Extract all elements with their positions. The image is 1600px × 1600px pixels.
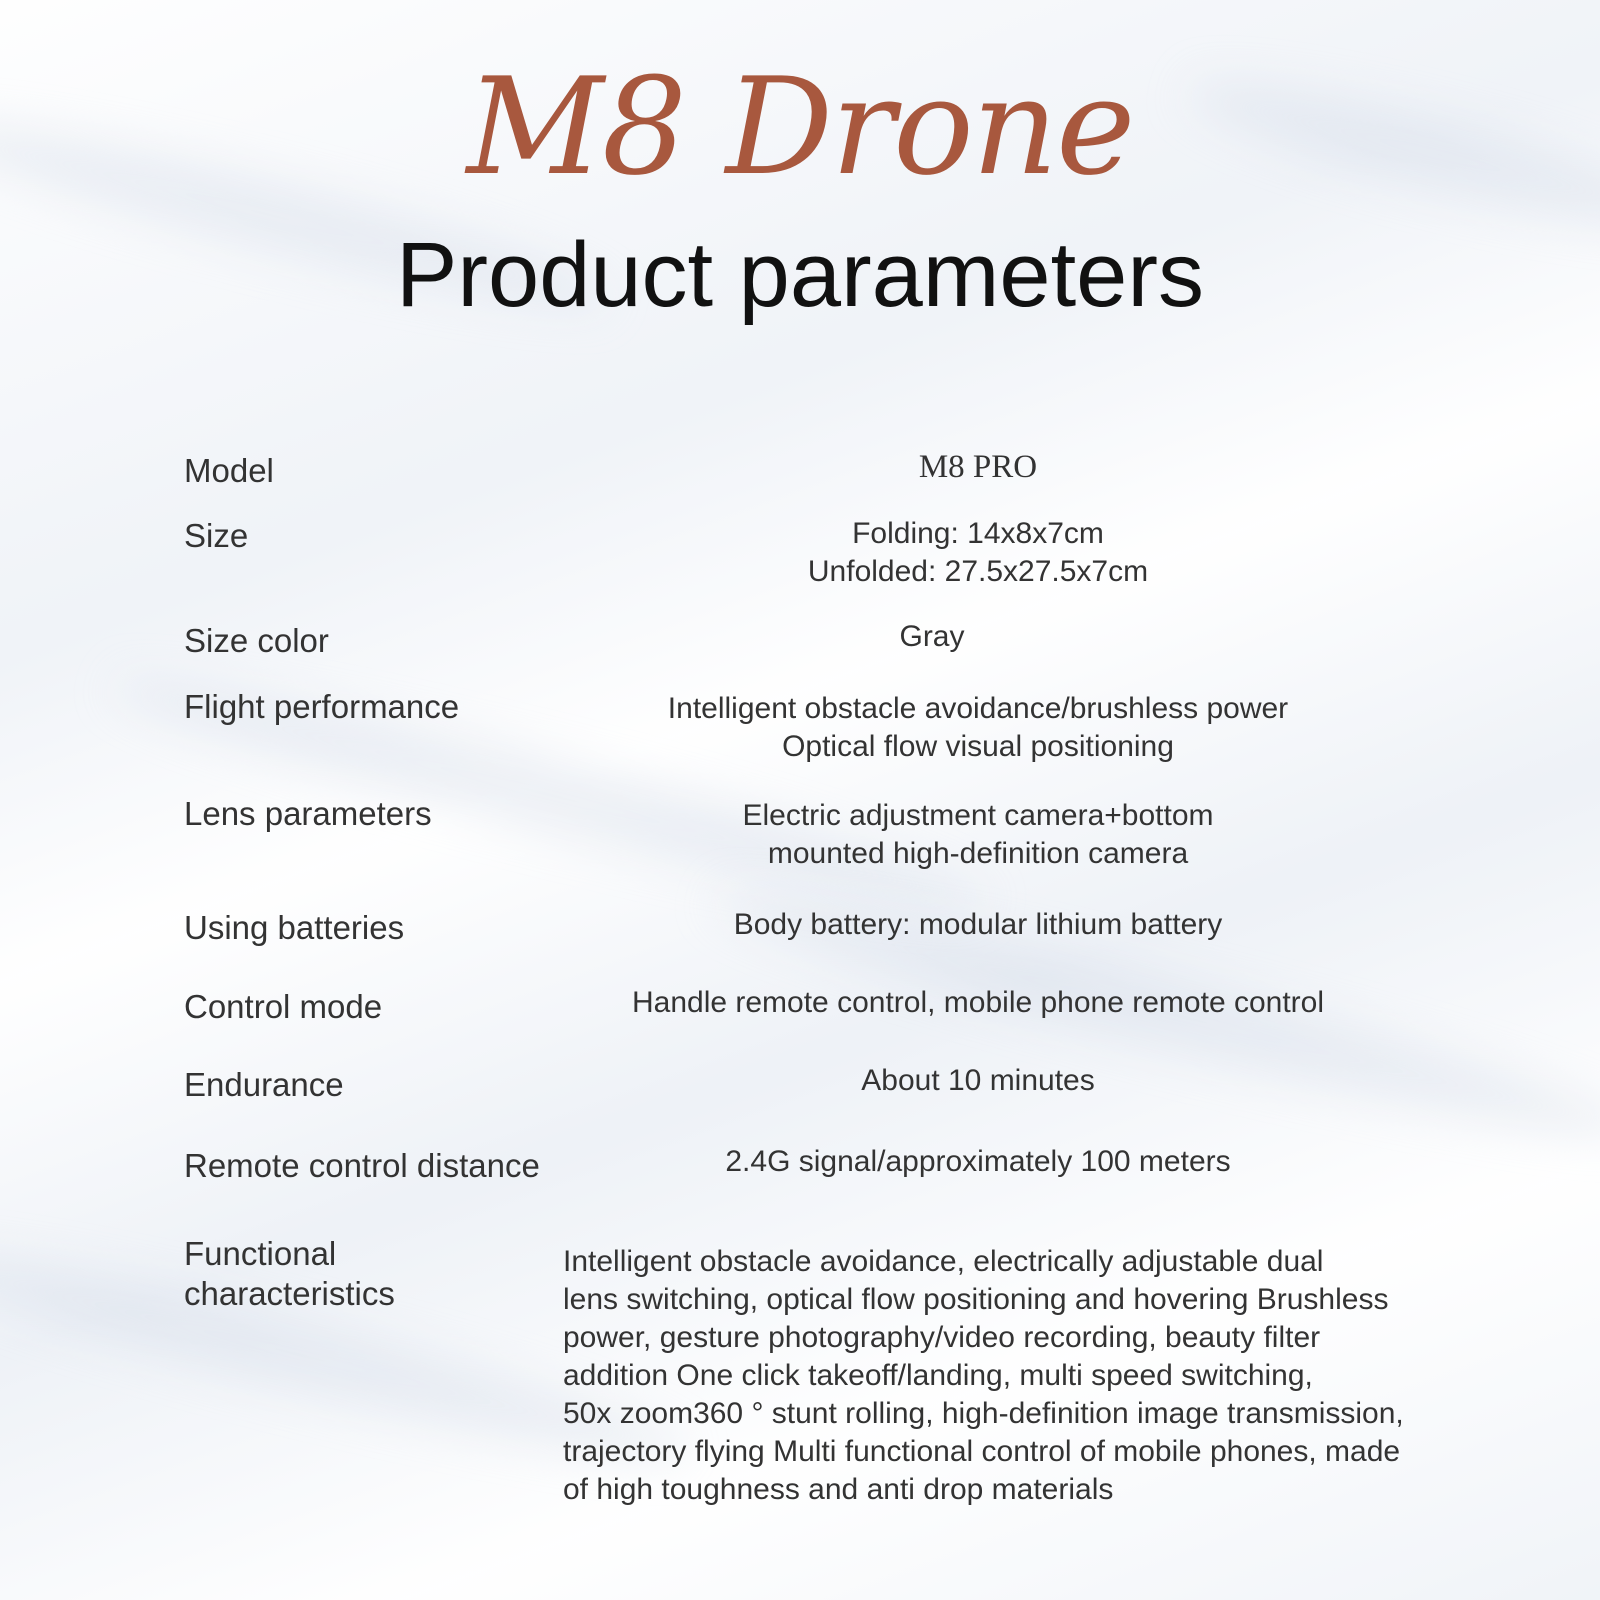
param-label-control: Control mode	[184, 988, 383, 1025]
param-value-control: Handle remote control, mobile phone remote control	[631, 986, 1325, 1019]
param-label-size: Size	[184, 517, 249, 554]
param-value-lens	[618, 797, 1338, 873]
param-value-functional-line: 50x zoom360 ° stunt rolling, high-definition image transmission,	[563, 1397, 1404, 1430]
param-label-functional-line: characteristics	[184, 1275, 395, 1312]
brand-title: M8 Drone	[466, 49, 1134, 205]
param-value-functional-line: trajectory flying Multi functional control of mobile phones, made	[563, 1435, 1401, 1468]
param-value-color: Gray	[899, 620, 965, 653]
param-value-functional-line: addition One click takeoff/landing, multi speed switching,	[563, 1359, 1313, 1392]
param-value-functional	[563, 1243, 1433, 1509]
param-value-size	[618, 515, 1338, 591]
page-title: Product parameters	[396, 224, 1204, 326]
param-value-flight	[618, 690, 1338, 766]
param-label-flight: Flight performance	[184, 688, 460, 725]
param-label-endurance: Endurance	[184, 1066, 344, 1103]
param-value-functional-line: power, gesture photography/video recording, beauty filter	[563, 1321, 1321, 1354]
param-value-size-line: Folding: 14x8x7cm	[852, 517, 1104, 550]
param-value-functional-line: Intelligent obstacle avoidance, electrically adjustable dual	[563, 1245, 1324, 1278]
param-label-model: Model	[184, 452, 274, 489]
param-label-color: Size color	[184, 622, 329, 659]
param-value-size-line: Unfolded: 27.5x27.5x7cm	[807, 555, 1149, 588]
param-value-functional-line: of high toughness and anti drop materials	[563, 1473, 1114, 1506]
param-value-flight-line: Optical flow visual positioning	[782, 730, 1174, 763]
param-value-battery: Body battery: modular lithium battery	[733, 908, 1223, 941]
param-label-battery: Using batteries	[184, 909, 405, 946]
param-value-lens-line: Electric adjustment camera+bottom	[742, 799, 1214, 832]
param-value-endurance: About 10 minutes	[861, 1064, 1095, 1097]
param-label-distance: Remote control distance	[184, 1147, 540, 1184]
param-label-functional	[184, 1234, 395, 1314]
param-value-lens-line: mounted high-definition camera	[767, 837, 1189, 870]
param-value-model: M8 PRO	[918, 449, 1038, 485]
param-value-functional-line: lens switching, optical flow positioning and hovering Brushless	[563, 1283, 1389, 1316]
param-label-functional-line: Functional	[184, 1235, 337, 1272]
param-label-lens: Lens parameters	[184, 795, 432, 832]
param-value-distance: 2.4G signal/approximately 100 meters	[725, 1145, 1231, 1178]
param-value-flight-line: Intelligent obstacle avoidance/brushless power	[667, 692, 1289, 725]
